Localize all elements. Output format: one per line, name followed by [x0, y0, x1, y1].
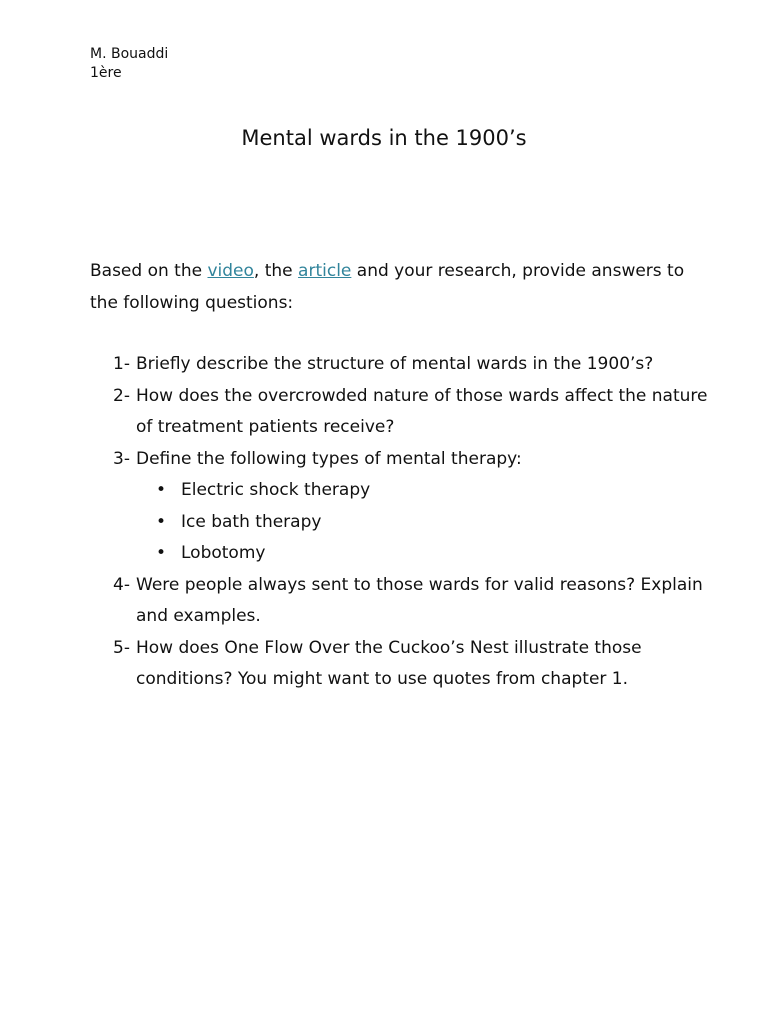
intro-text-2: , the [253, 261, 299, 281]
question-3 [90, 444, 710, 476]
question-text: Define the following types of mental therapy: [136, 448, 522, 469]
therapy-item [90, 475, 710, 507]
question-number: 1- [113, 354, 130, 374]
therapy-label: Electric shock therapy [181, 480, 371, 500]
bullet-icon: • [156, 511, 167, 532]
question-text: Were people always sent to those wards for valid reasons? Explain and examples. [136, 574, 703, 626]
therapy-label: Ice bath therapy [181, 511, 322, 532]
question-number: 2- [113, 385, 130, 406]
therapy-item [90, 538, 710, 570]
therapy-list [90, 475, 710, 570]
question-text: How does One Flow Over the Cuckoo’s Nest illustrate those conditions? You might want to use quotes from chapter 1. [136, 637, 642, 689]
intro-paragraph [90, 256, 690, 319]
question-text: How does the overcrowded nature of those wards affect the nature of treatment patients receive? [136, 385, 708, 437]
intro-text-1: Based on the [90, 261, 208, 281]
question-4 [90, 570, 710, 633]
therapy-label: Lobotomy [181, 543, 266, 563]
question-5 [90, 633, 710, 696]
video-link[interactable]: video [207, 261, 254, 281]
author-block [90, 45, 168, 83]
class-level: 1ère [90, 65, 122, 81]
bullet-icon: • [156, 480, 167, 500]
bullet-icon: • [156, 543, 167, 563]
question-text: Briefly describe the structure of mental wards in the 1900’s? [136, 354, 654, 374]
therapy-item [90, 507, 710, 539]
article-link[interactable]: article [298, 261, 352, 281]
question-number: 5- [113, 637, 130, 658]
page-title: Mental wards in the 1900’s [241, 126, 527, 150]
question-number: 4- [113, 574, 130, 595]
question-list [90, 349, 710, 696]
question-2 [90, 381, 710, 444]
question-1 [90, 349, 710, 381]
author-name: M. Bouaddi [90, 46, 169, 62]
question-number: 3- [113, 448, 130, 469]
intro-text-3: and your research, provide answers to the following questions: [90, 261, 685, 313]
